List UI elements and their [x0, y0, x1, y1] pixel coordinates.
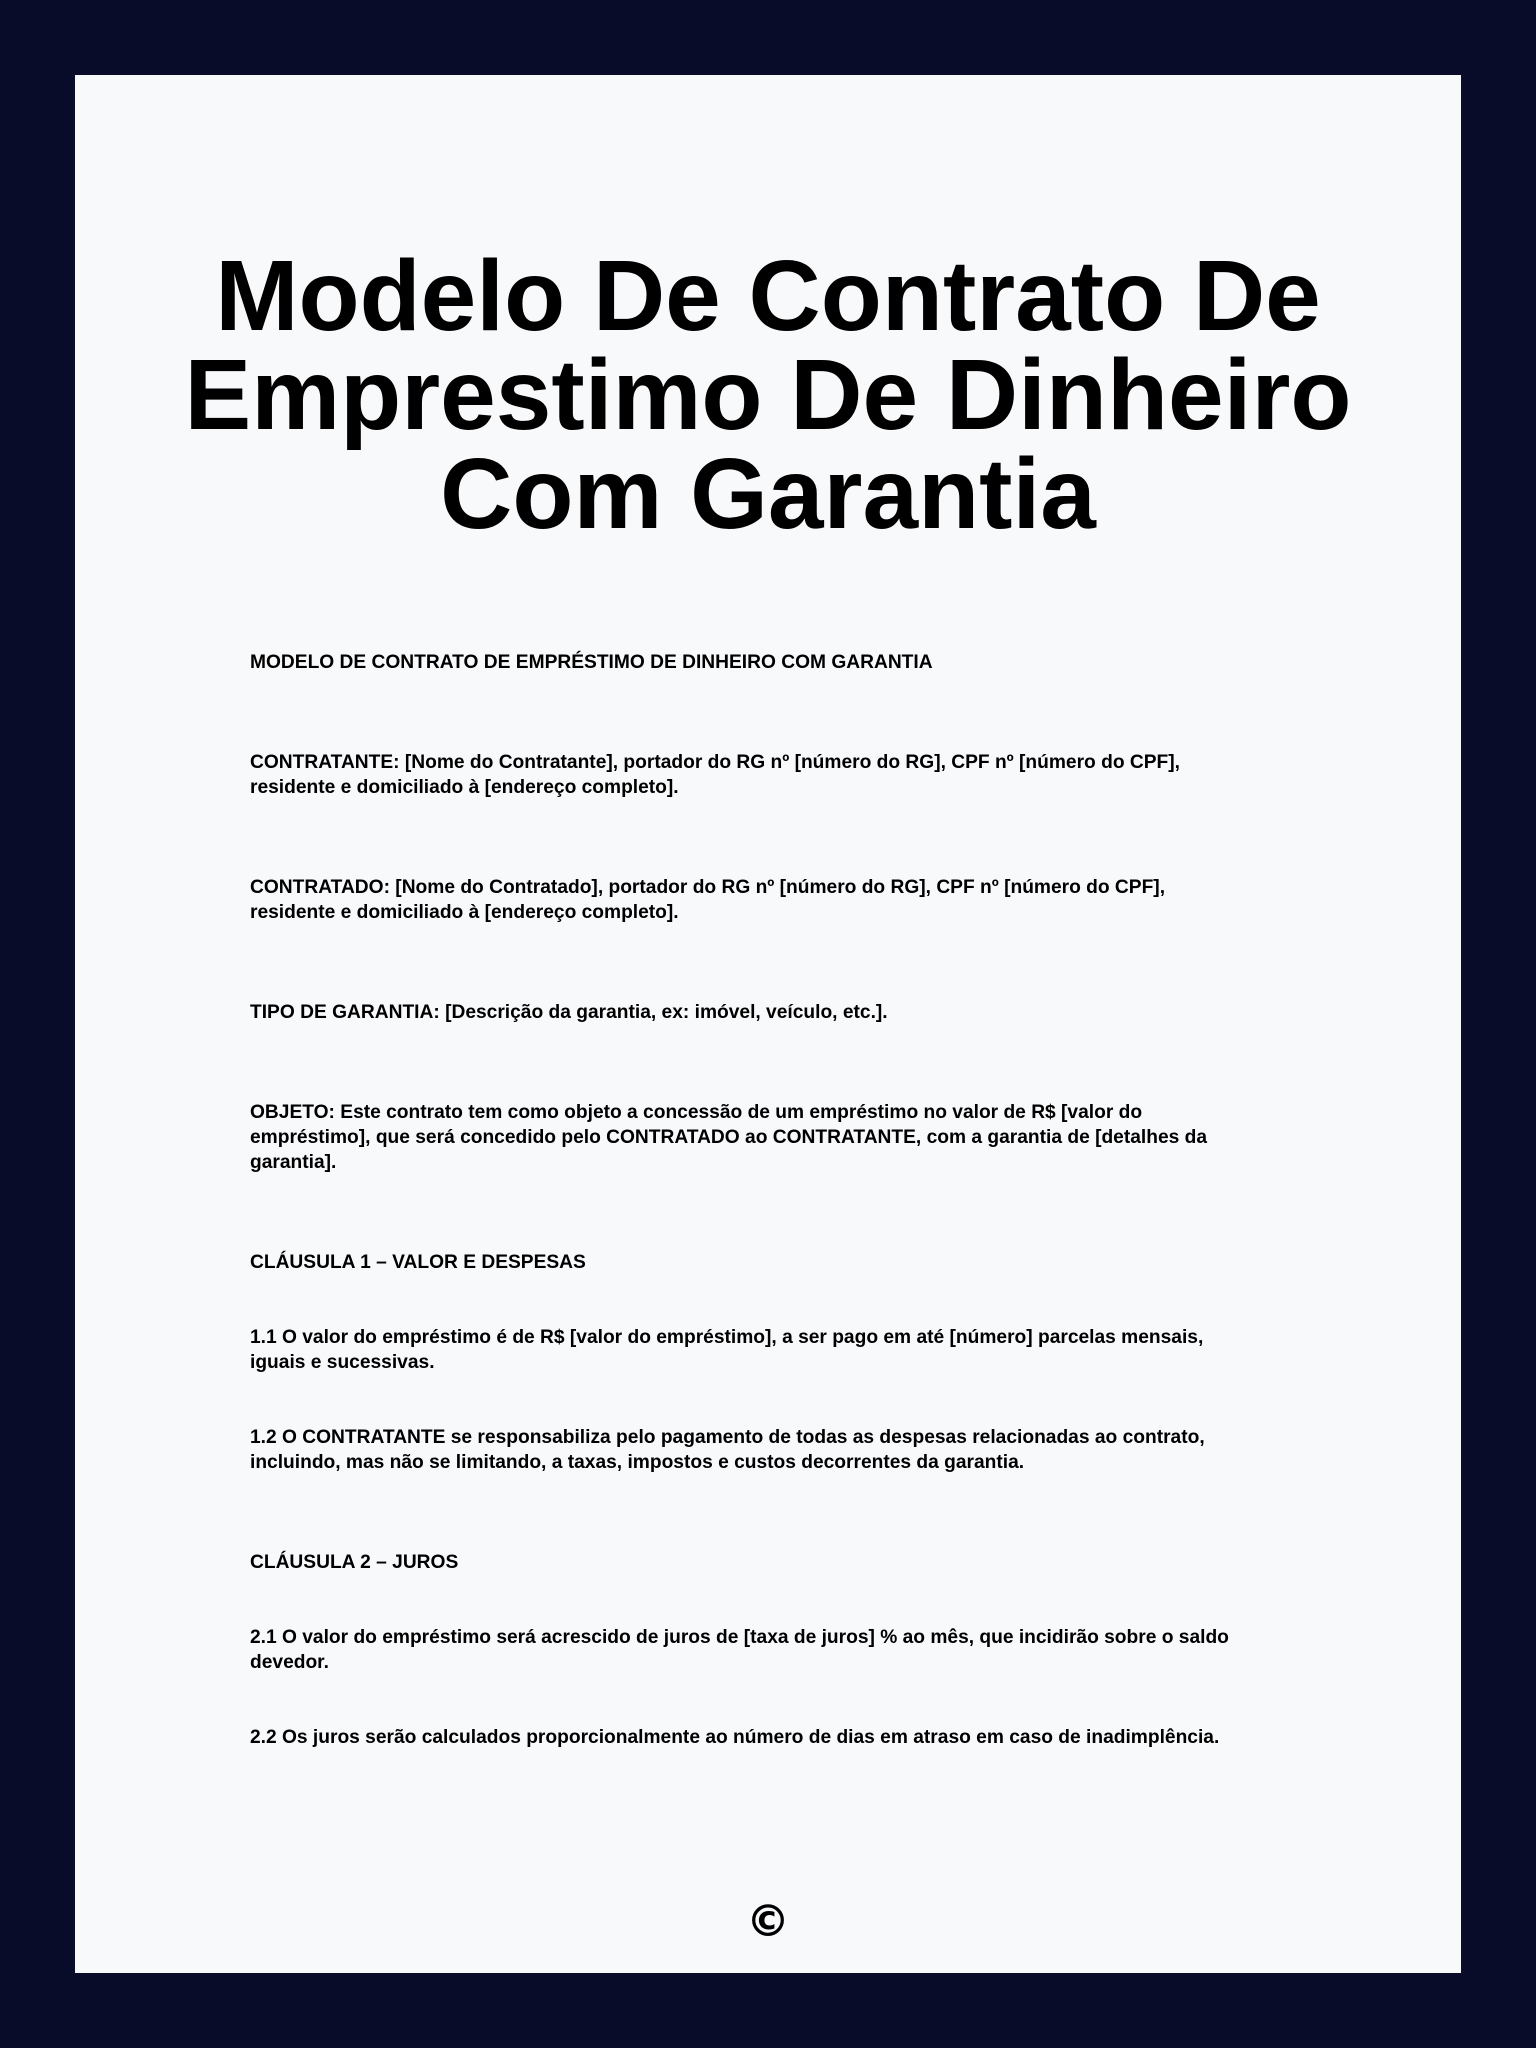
document-title [75, 240, 1461, 550]
title-line-2: Emprestimo De Dinheiro [184, 339, 1352, 451]
objeto-paragraph: OBJETO: Este contrato tem como objeto a concessão de um empréstimo no valor de R$ [valor do empréstimo], que será concedido pelo CONTRATADO ao CONTRATANTE, com a garantia de [detalhes da garantia]. [250, 1102, 1208, 1173]
title-line-3: Com Garantia [440, 438, 1096, 550]
clausula-2-heading: CLÁUSULA 2 – JUROS [250, 1552, 459, 1573]
contract-heading: MODELO DE CONTRATO DE EMPRÉSTIMO DE DINHEIRO COM GARANTIA [250, 652, 933, 673]
clausula-2-2-paragraph: 2.2 Os juros serão calculados proporcionalmente ao número de dias em atraso em caso de inadimplência. [250, 1727, 1220, 1748]
contratante-paragraph: CONTRATANTE: [Nome do Contratante], portador do RG nº [número do RG], CPF nº [número do CPF], residente e domiciliado à [endereço completo]. [250, 752, 1180, 798]
clausula-1-heading: CLÁUSULA 1 – VALOR E DESPESAS [250, 1252, 586, 1273]
title-line-1: Modelo De Contrato De [215, 240, 1321, 352]
clausula-1-2-paragraph: 1.2 O CONTRATANTE se responsabiliza pelo pagamento de todas as despesas relacionadas ao contrato, incluindo, mas não se limitando, a taxas, impostos e custos decorrentes da garantia. [250, 1427, 1205, 1473]
garantia-paragraph: TIPO DE GARANTIA: [Descrição da garantia, ex: imóvel, veículo, etc.]. [250, 1002, 888, 1023]
contratado-paragraph: CONTRATADO: [Nome do Contratado], portador do RG nº [número do RG], CPF nº [número do CPF], residente e domiciliado à [endereço completo]. [250, 877, 1166, 923]
document-page [75, 75, 1461, 1973]
clausula-1-1-paragraph: 1.1 O valor do empréstimo é de R$ [valor do empréstimo], a ser pago em até [número] parcelas mensais, iguais e sucessivas. [250, 1327, 1204, 1373]
copyright-icon: © [746, 1896, 790, 1947]
clausula-2-1-paragraph: 2.1 O valor do empréstimo será acrescido de juros de [taxa de juros] % ao mês, que incidirão sobre o saldo devedor. [250, 1627, 1229, 1673]
